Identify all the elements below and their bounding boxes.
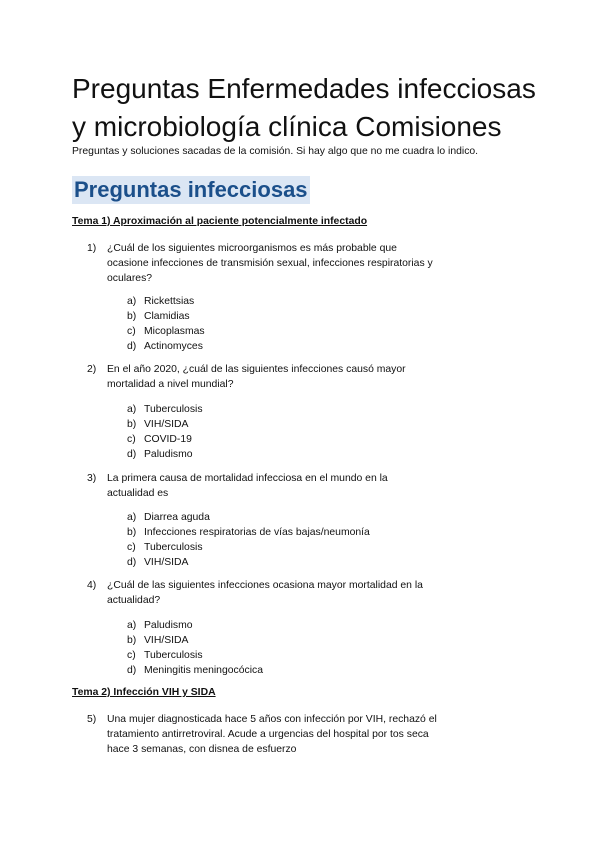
option-text: Actinomyces xyxy=(144,341,203,352)
option-text: VIH/SIDA xyxy=(144,635,189,646)
option-letter: b) xyxy=(127,635,137,646)
option-text: Infecciones respiratorias de vías bajas/neumonía xyxy=(144,527,370,538)
option-letter: b) xyxy=(127,311,137,322)
option-letter: a) xyxy=(127,404,137,415)
option-text: Micoplasmas xyxy=(144,326,205,337)
option-text: VIH/SIDA xyxy=(144,557,189,568)
option-text: Rickettsias xyxy=(144,296,195,307)
option-letter: d) xyxy=(127,557,137,568)
title-line-1: Preguntas Enfermedades infecciosas xyxy=(72,73,536,104)
option-letter: a) xyxy=(127,620,137,631)
option-text: Diarrea aguda xyxy=(144,512,210,523)
option-item xyxy=(127,540,447,555)
document-title xyxy=(72,70,542,146)
question-text: ¿Cuál de las siguientes infecciones ocasiona mayor mortalidad en la actualidad? xyxy=(107,580,423,606)
options-list-4 xyxy=(127,618,447,678)
option-text: Paludismo xyxy=(144,620,193,631)
question-1 xyxy=(87,241,437,286)
option-letter: d) xyxy=(127,449,137,460)
section-heading: Preguntas infecciosas xyxy=(74,177,308,202)
option-item xyxy=(127,663,447,678)
option-item xyxy=(127,432,447,447)
question-5 xyxy=(87,712,437,757)
question-text: Una mujer diagnosticada hace 5 años con infección por VIH, rechazó el tratamiento antirretroviral. Acude a urgencias del hospital por tos seca hace 3 semanas, con disnea de esfuerzo xyxy=(107,714,437,755)
option-letter: d) xyxy=(127,341,137,352)
option-letter: a) xyxy=(127,512,137,523)
option-item xyxy=(127,309,447,324)
option-text: Paludismo xyxy=(144,449,193,460)
options-list-3 xyxy=(127,510,447,570)
option-item xyxy=(127,339,447,354)
question-text: ¿Cuál de los siguientes microorganismos es más probable que ocasione infecciones de transmisión sexual, infecciones respiratorias y oculares? xyxy=(107,243,433,284)
option-letter: c) xyxy=(127,326,136,337)
option-item xyxy=(127,618,447,633)
title-line-2: y microbiología clínica Comisiones xyxy=(72,111,502,142)
question-text: En el año 2020, ¿cuál de las siguientes infecciones causó mayor mortalidad a nivel mundial? xyxy=(107,364,406,390)
tema-heading-2: Tema 2) Infección VIH y SIDA xyxy=(72,687,216,698)
option-letter: c) xyxy=(127,542,136,553)
question-4 xyxy=(87,578,437,608)
option-item xyxy=(127,447,447,462)
document-subtitle: Preguntas y soluciones sacadas de la comisión. Si hay algo que no me cuadra lo indico. xyxy=(72,146,479,157)
option-letter: b) xyxy=(127,419,137,430)
option-letter: a) xyxy=(127,296,137,307)
option-item xyxy=(127,294,447,309)
option-item xyxy=(127,555,447,570)
option-letter: d) xyxy=(127,665,137,676)
question-2 xyxy=(87,362,437,392)
option-text: Meningitis meningocócica xyxy=(144,665,263,676)
tema-heading-1: Tema 1) Aproximación al paciente potencialmente infectado xyxy=(72,216,368,227)
option-letter: c) xyxy=(127,650,136,661)
option-letter: c) xyxy=(127,434,136,445)
option-item xyxy=(127,510,447,525)
option-text: Tuberculosis xyxy=(144,404,203,415)
question-text: La primera causa de mortalidad infecciosa en el mundo en la actualidad es xyxy=(107,473,388,499)
option-item xyxy=(127,402,447,417)
option-item xyxy=(127,525,447,540)
question-3 xyxy=(87,471,437,501)
option-text: COVID-19 xyxy=(144,434,192,445)
question-number: 4) xyxy=(87,580,97,591)
option-text: VIH/SIDA xyxy=(144,419,189,430)
question-number: 1) xyxy=(87,243,97,254)
question-number: 5) xyxy=(87,714,97,725)
option-text: Tuberculosis xyxy=(144,650,203,661)
option-letter: b) xyxy=(127,527,137,538)
option-text: Tuberculosis xyxy=(144,542,203,553)
options-list-1 xyxy=(127,294,447,354)
options-list-2 xyxy=(127,402,447,462)
option-item xyxy=(127,417,447,432)
question-number: 3) xyxy=(87,473,97,484)
option-item xyxy=(127,324,447,339)
question-number: 2) xyxy=(87,364,97,375)
option-item xyxy=(127,648,447,663)
option-item xyxy=(127,633,447,648)
option-text: Clamidias xyxy=(144,311,190,322)
